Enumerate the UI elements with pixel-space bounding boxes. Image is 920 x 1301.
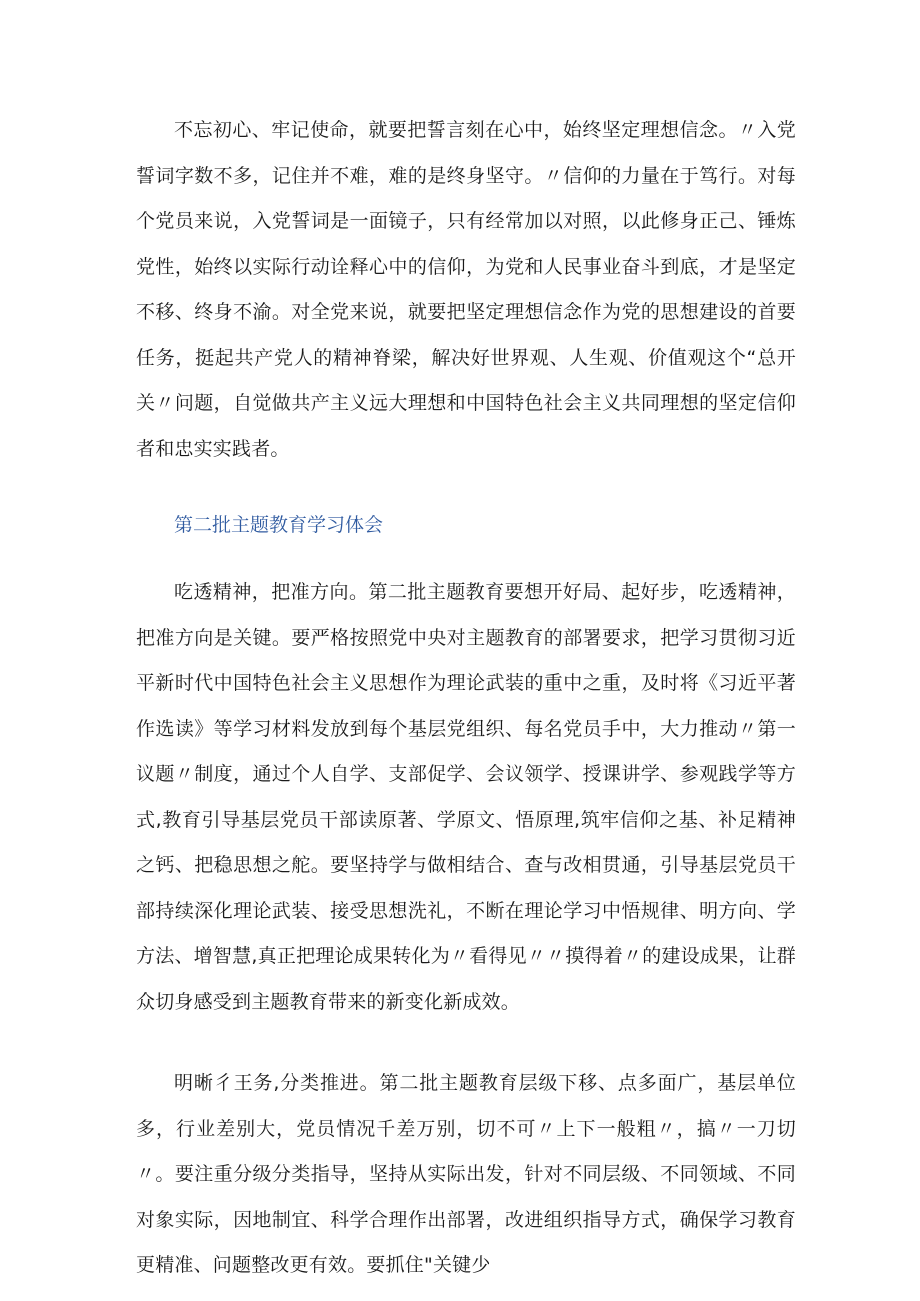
section-heading: 第二批主题教育学习体会 bbox=[174, 514, 384, 536]
body-paragraph-classified-advance: 明晰彳王务,分类推进。第二批主题教育层级下移、点多面广，基层单位多，行业差别大，党员情况千差万别，切不可〃上下一般粗〃，搞〃一刀切〃。要注重分级分类指导，坚持从实际出发，针对不同层级、不同领域、不同对象实际，因地制宜、科学合理作出部署，改进组织指导方式，确保学习教育更精准、问题整改更有效。要抓住"关键少 bbox=[136, 1072, 796, 1276]
paragraph-spacer bbox=[136, 1025, 796, 1061]
body-paragraph-grasp-spirit: 吃透精神，把准方向。第二批主题教育要想开好局、起好步，吃透精神，把准方向是关键。要严格按照党中央对主题教育的部署要求，把学习贯彻习近平新时代中国特色社会主义思想作为理论武装的重中之重，及时将《习近平著作选读》等学习材料发放到每个基层党组织、每名党员手中，大力推动〃第一议题〃制度，通过个人自学、支部促学、会议领学、授课讲学、参观践学等方式,教育引导基层党员干部读原著、学原文、悟原理,筑牢信仰之基、补足精神之钙、把稳思想之舵。要坚持学与做相结合、查与改相贯通，引导基层党员干部持续深化理论武装、接受思想洗礼，不断在理论学习中悟规律、明方向、学方法、增智慧,真正把理论成果转化为〃看得见〃〃摸得着〃的建设成果，让群众切身感受到主题教育带来的新变化新成效。 bbox=[136, 581, 796, 1013]
body-paragraph-oath: 不忘初心、牢记使命，就要把誓言刻在心中，始终坚定理想信念。〃入党誓词字数不多，记住并不难，难的是终身坚守。〃信仰的力量在于笃行。对每个党员来说，入党誓词是一面镜子，只有经常加以对照，以此修身正己、锤炼党性，始终以实际行动诠释心中的信仰，为党和人民事业奋斗到底，才是坚定不移、终身不渝。对全党来说，就要把坚定理想信念作为党的思想建设的首要任务，挺起共产党人的精神脊梁，解决好世界观、人生观、价值观这个“总开关〃问题，自觉做共产主义远大理想和中国特色社会主义共同理想的坚定信仰者和忠实实践者。 bbox=[136, 119, 796, 460]
document-page bbox=[136, 108, 796, 1289]
